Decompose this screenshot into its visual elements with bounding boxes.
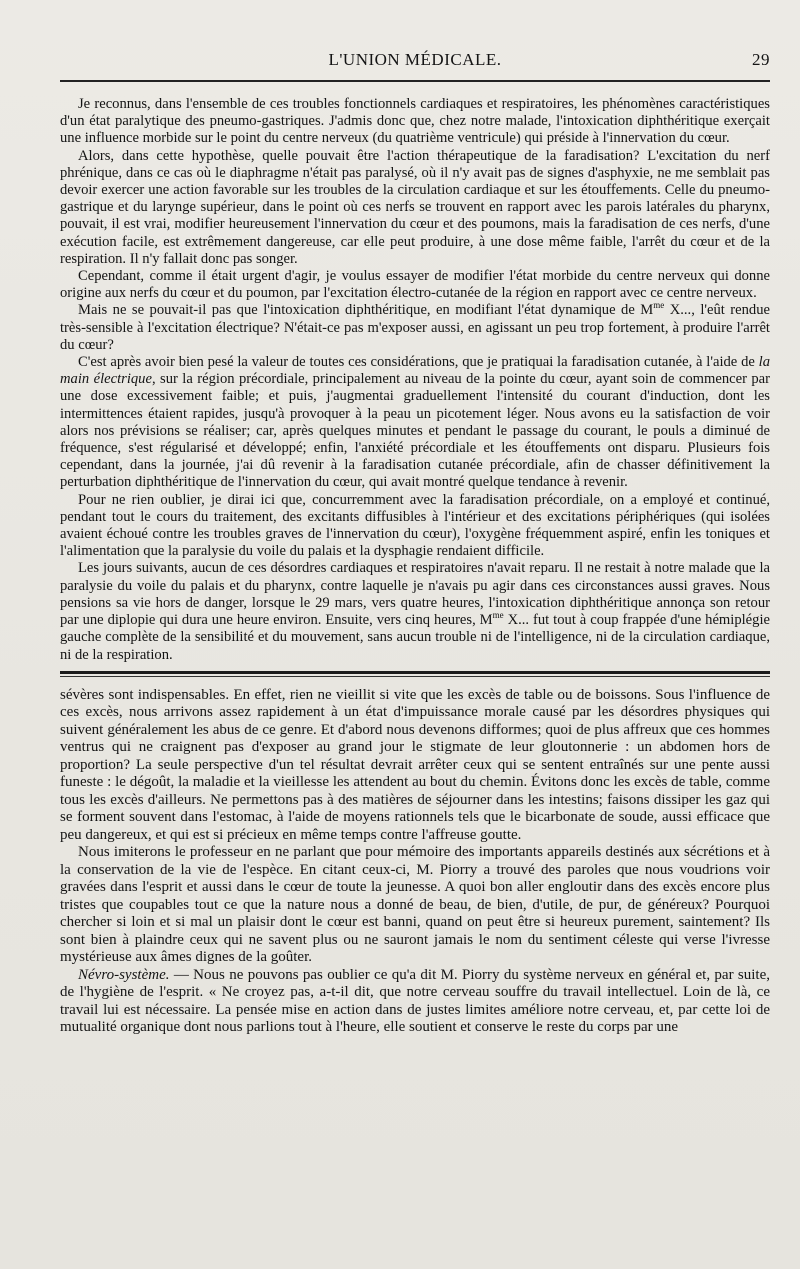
page-number: 29 bbox=[752, 50, 770, 69]
paragraph: Je reconnus, dans l'ensemble de ces troubles fonctionnels cardiaques et respiratoires, les phénomènes caractéristiques d'un état paralytique des pneumo-gastriques. J'admis donc que, chez notre malade, l'intoxication diphthéritique exerçait une influence morbide sur le point du centre nerveux (du quatrième ventricule) qui préside à l'innervation du cœur. bbox=[60, 96, 770, 147]
paragraph: sévères sont indispensables. En effet, rien ne vieillit si vite que les excès de table ou de boissons. Sous l'influence de ces excès, nous arrivons assez rapidement à un état d'impuissance morale causé par les désordres physiques qui suivent généralement les abus de ce genre. Et d'abord nous devenons difformes; quoi de plus affreux que ces hommes ventrus qui ne craignent pas d'exposer au grand jour le stigmate de leur gloutonnerie : un abdomen hors de proportion? La seule perspective d'un tel résultat devrait arrêter ceux qui se sentent entraînés sur une pente aussi funeste : le dégoût, la maladie et la vieillesse les attendent au bout du chemin. Évitons donc les excès de table, comme tous les excès d'ailleurs. Ne permettons pas à des matières de séjourner dans les intestins; faisons dissiper les gaz qui se forment souvent dans l'estomac, à l'aide de moyens rationnels tels que le bicarbonate de soude, aussi efficace que peu dangereux, et qui est si précieux en même temps contre l'affreuse goutte. bbox=[60, 686, 770, 843]
paragraph: Névro-système. — Nous ne pouvons pas oublier ce qu'a dit M. Piorry du système nerveux en général et, par suite, de l'hygiène de l'esprit. « Ne croyez pas, a-t-il dit, que notre cerveau souffre du travail intellectuel. Loin de là, ce travail lui est nécessaire. La pensée mise en action dans de justes limites améliore notre cerveau, et, par cette loi de mutualité organique dont nous parlions tout à l'heure, elle soutient et conserve le reste du corps par une bbox=[60, 966, 770, 1036]
journal-title: L'UNION MÉDICALE. bbox=[328, 50, 502, 69]
paragraph: Les jours suivants, aucun de ces désordres cardiaques et respiratoires n'avait reparu. Il ne restait à notre malade que la paralysie du voile du palais et du pharynx, contre laquelle je n'avais pu agir dans ces circonstances aussi graves. Nous pensions sa vie hors de danger, lorsque le 29 mars, vers quatre heures, l'intoxication diphthéritique annonça son retour par une diplopie qui dura une heure environ. Ensuite, vers cinq heures, $M^{me}$ X... fut tout à coup frappée d'une hémiplégie gauche complète de la sensibilité et du mouvement, sans aucun trouble ni de l'intelligence, ni de la circulation cardiaque, ni de la respiration. bbox=[60, 560, 770, 663]
paragraph: C'est après avoir bien pesé la valeur de toutes ces considérations, que je pratiquai la faradisation cutanée, à l'aide de la main électrique, sur la région précordiale, principalement au niveau de la pointe du cœur, ayant soin de commencer par une dose excessivement faible; et puis, j'augmentai graduellement l'intensité du courant d'induction, dont les intermittences étaient rapides, jusqu'à provoquer à la peau un picotement léger. Nous avons eu la satisfaction de voir alors nos prévisions se réaliser; car, après quelques minutes et pendant le passage du courant, le pouls a diminué de fréquence, s'est régularisé et développé; enfin, l'anxiété précordiale et les étouffements ont disparu. Plusieurs fois cependant, dans la journée, j'ai dû revenir à la faradisation cutanée précordiale, afin de chasser définitivement la perturbation diphthéritique de l'innervation du cœur, qui avait montré quelque tendance à revenir. bbox=[60, 354, 770, 491]
paragraph: Pour ne rien oublier, je dirai ici que, concurremment avec la faradisation précordiale, on a employé et continué, pendant tout le cours du traitement, des excitants diffusibles à l'intérieur et des excitations périphériques (qui isolées avaient échoué contre les troubles graves de l'innervation du cœur), l'oxygène fréquemment aspiré, enfin les toniques et l'alimentation que la paralysie du voile du palais et la dysphagie rendaient difficile. bbox=[60, 491, 770, 560]
paragraph: Cependant, comme il était urgent d'agir, je voulus essayer de modifier l'état morbide du centre nerveux qui donne origine aux nerfs du cœur et du poumon, par l'excitation électro-cutanée de la région en rapport avec ce centre nerveux. bbox=[60, 268, 770, 302]
feuilleton-lower bbox=[60, 687, 770, 1037]
paragraph: Nous imiterons le professeur en ne parlant que pour mémoire des importants appareils destinés aux sécrétions et à la conservation de la vie de l'espèce. En citant ceux-ci, M. Piorry a trouvé des paroles que nous voudrions voir gravées dans l'esprit et aussi dans le cœur de toute la jeunesse. A quoi bon aller engloutir dans des excès encore plus tristes que coupables tout ce que la nature nous a donné de beau, de bien, d'utile, de pur, de généreux? Pourquoi chercher si loin et si mal un plaisir dont le cœur est banni, quand on peut être si heureux purement, saintement? Ils sont bien à plaindre ceux qui ne savent plus ou ne sauront jamais le nom du sentiment céleste qui verse l'ivresse mystérieuse aux âmes dignes de la goûter. bbox=[60, 844, 770, 966]
feuilleton-separator bbox=[60, 671, 770, 674]
running-header bbox=[60, 50, 770, 74]
section-heading: Névro-système. bbox=[78, 966, 170, 983]
paragraph: Mais ne se pouvait-il pas que l'intoxication diphthéritique, en modifiant l'état dynamique de $M^{me}$ X..., l'eût rendue très-sensible à l'excitation électrique? N'était-ce pas m'exposer aussi, en agissant un peu trop fortement, à produire l'arrêt du cœur? bbox=[60, 300, 771, 353]
feuilleton-separator-thin bbox=[60, 676, 770, 677]
header-rule bbox=[60, 80, 770, 82]
emphasis: la main électrique bbox=[60, 354, 770, 388]
paragraph: Alors, dans cette hypothèse, quelle pouvait être l'action thérapeutique de la faradisation? L'excitation du nerf phrénique, dans ce cas où le diaphragme n'était pas paralysé, où il n'y avait pas de signes d'asphyxie, ne me semblait pas devoir exercer une action favorable sur les troubles de la circulation cardiaque et sur les étouffements. Celle du pneumo-gastrique et du larynge supérieur, dans le point où ces nerfs se trouvent en rapport avec les parois latérales du pharynx, pouvait, il est vrai, modifier heureusement l'innervation du cœur et des poumons, mais la faradisation de ces nerfs, d'une exécution facile, est extrêmement dangereuse, car elle peut produire, à une dose même faible, l'arrêt du cœur et de la respiration. Il n'y fallait donc pas songer. bbox=[60, 147, 770, 267]
article-upper bbox=[60, 96, 770, 664]
